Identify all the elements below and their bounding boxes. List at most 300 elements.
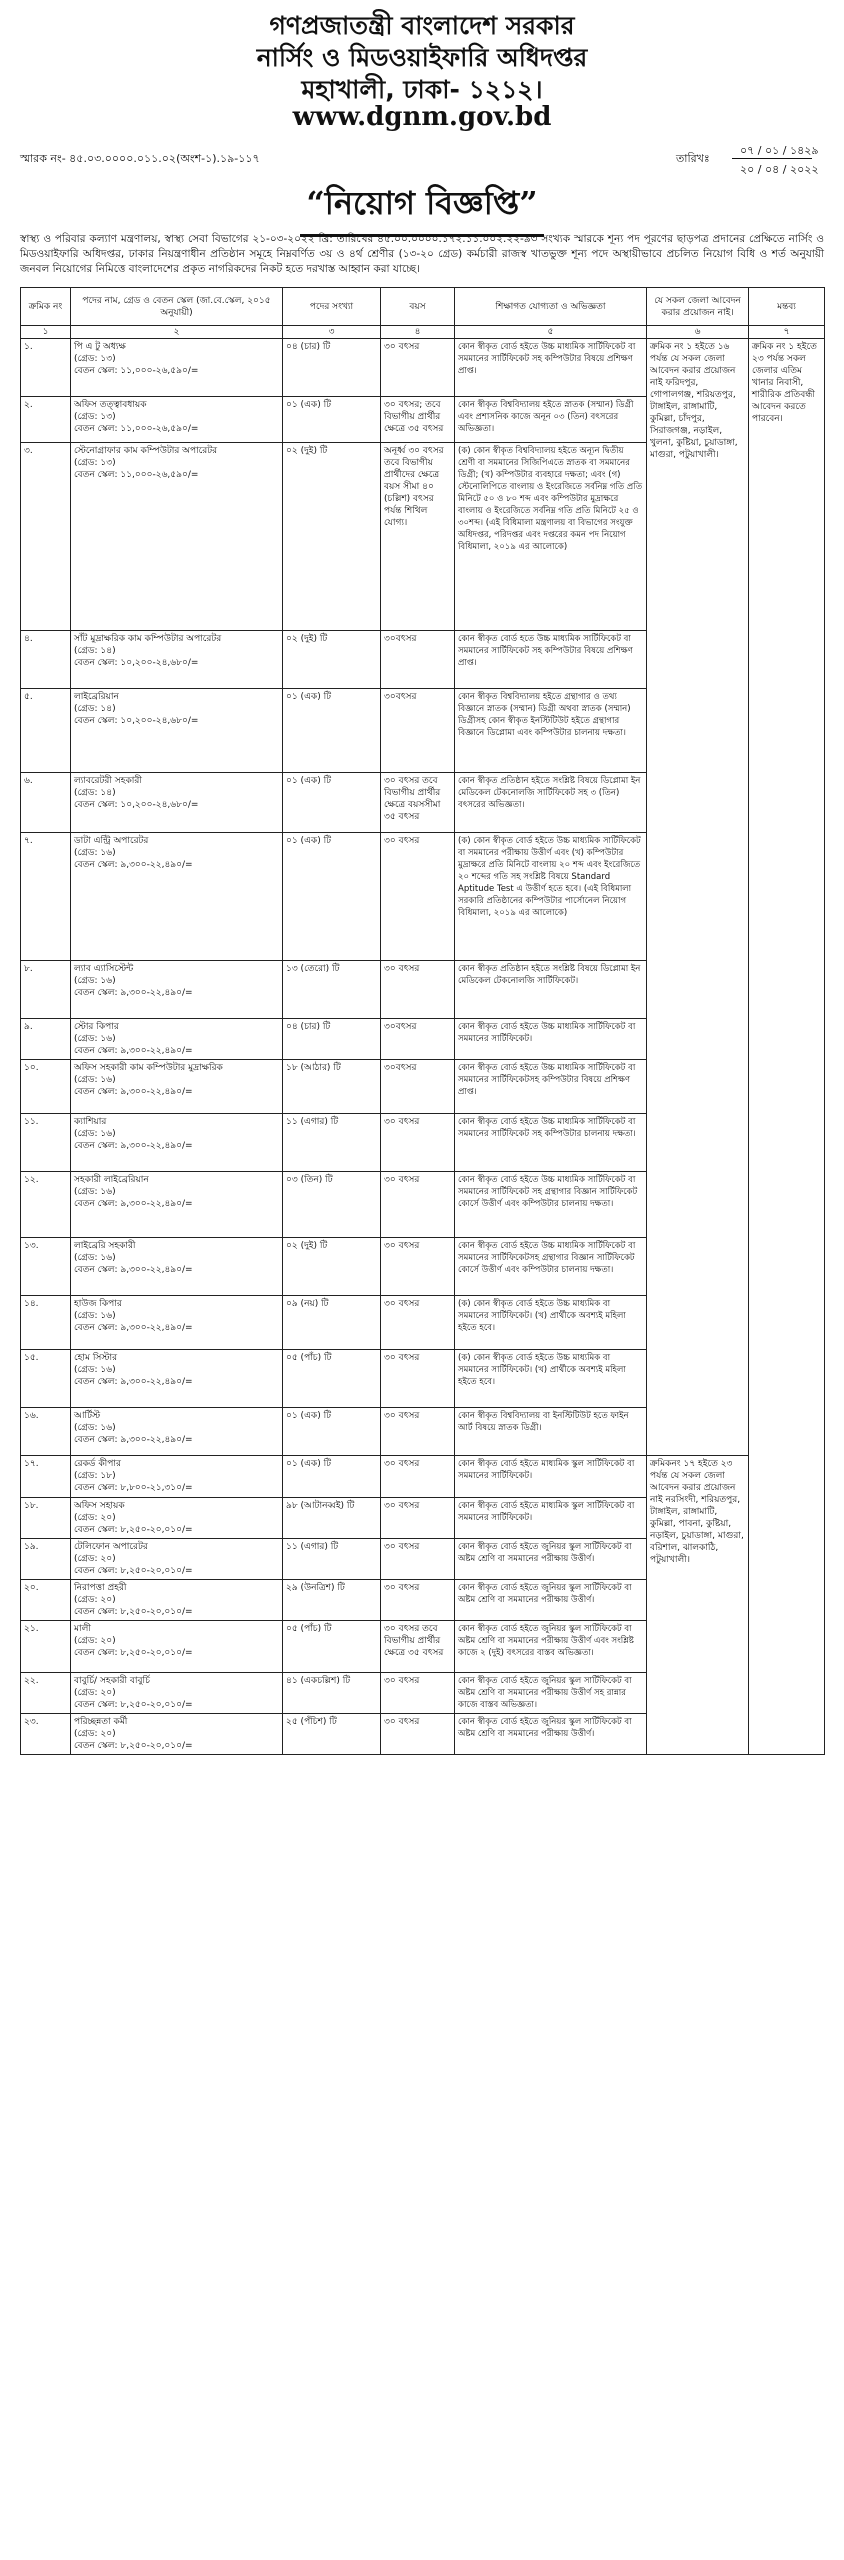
count-cell	[283, 1539, 381, 1580]
count-cell	[283, 1580, 381, 1621]
post-grade: (গ্রেড: ২০)	[74, 1554, 116, 1564]
post-grade: (গ্রেড: ১৬)	[74, 848, 116, 858]
age-limit: ৩০ বৎসর	[384, 1459, 420, 1469]
serial-cell	[21, 1350, 71, 1408]
post-pay-scale: বেতন স্কেল: ৯,৩০০-২২,৪৯০/=	[74, 988, 193, 998]
qualification-text: কোন স্বীকৃত বোর্ড হইতে উচ্চ মাধ্যমিক সার্টিফিকেট বা সমমানের সার্টিফিকেট সহ কম্পিউটার চালনায় দক্ষতা।	[458, 1117, 636, 1139]
post-name: স্টোর কিপার	[74, 1022, 119, 1032]
qualification-text: কোন স্বীকৃত বোর্ড হইতে মাধ্যমিক স্কুল সার্টিফিকেট বা সমমানের সার্টিফিকেট।	[458, 1459, 635, 1481]
post-count: ১১ (এগার) টি	[286, 1542, 339, 1552]
post-pay-scale: বেতন স্কেল: ১১,০০০-২৬,৫৯০/=	[74, 366, 199, 376]
post-count: ৯৮ (আটানব্বই) টি	[286, 1501, 355, 1511]
post-pay-scale: বেতন স্কেল: ১০,২০০-২৪,৬৮০/=	[74, 800, 199, 810]
post-cell	[71, 339, 283, 397]
qualification-cell	[455, 773, 647, 833]
post-grade: (গ্রেড: ২০)	[74, 1729, 116, 1739]
post-count: ১৩ (তেরো) টি	[286, 964, 340, 974]
age-cell	[381, 1714, 455, 1755]
post-name: রেকর্ড কীপার	[74, 1459, 121, 1469]
qualification-text: কোন স্বীকৃত বোর্ড হইতে জুনিয়র স্কুল সার্টিফিকেট বা অষ্টম শ্রেণি বা সমমানের পরীক্ষায় উত্তীর্ণ সহ রান্নার কাজে বাস্তব অভিজ্ঞতা।	[458, 1676, 632, 1710]
post-count: ০১ (এক) টি	[286, 1459, 332, 1469]
serial-number: ৬.	[24, 776, 33, 786]
count-cell	[283, 1456, 381, 1498]
qualification-text: (ক) কোন স্বীকৃত বোর্ড হইতে উচ্চ মাধ্যমিক সার্টিফিকেট বা সমমানের পরীক্ষায় উত্তীর্ণ এবং (খ) কম্পিউটার মুদ্রাক্ষরে প্রতি মিনিটে বাংলায় ২০ শব্দ এবং ইংরেজিতে ২০ শব্দের গতি সহ সংশ্লিষ্ট বিষয়ে Standard Aptitude Test এ উত্তীর্ণ হতে হবে। (এই বিধিমালা সরকারি প্রতিষ্ঠানের কম্পিউটার পার্সোনেল নিয়োগ বিধিমালা, ২০১৯ এর আলোকে)	[458, 836, 641, 918]
post-name: লাইব্রেরিয়ান	[74, 692, 119, 702]
age-limit: ৩০ বৎসর	[384, 1583, 420, 1593]
post-grade: (গ্রেড: ১৬)	[74, 1034, 116, 1044]
post-grade: (গ্রেড: ১৪)	[74, 788, 116, 798]
qualification-cell	[455, 1621, 647, 1673]
post-grade: (গ্রেড: ২০)	[74, 1636, 116, 1646]
age-limit: ৩০ বৎসর	[384, 1117, 420, 1127]
age-limit: ৩০ বৎসর	[384, 1717, 420, 1727]
post-cell	[71, 1498, 283, 1539]
post-name: অফিস সহকারী কাম কম্পিউটার মুদ্রাক্ষরিক	[74, 1063, 223, 1073]
post-count: ০২ (দুই) টি	[286, 1241, 328, 1251]
header-districts: যে সকল জেলা আবেদন করার প্রয়োজন নাই।	[647, 288, 749, 326]
table-header-row	[21, 288, 825, 326]
district-note-cell	[647, 1456, 749, 1755]
post-name: অফিস তত্ত্বাবধায়ক	[74, 400, 147, 410]
col-number: ৭	[749, 326, 825, 339]
date-label: তারিখঃ	[676, 152, 710, 165]
post-count: ০১ (এক) টি	[286, 776, 332, 786]
serial-cell	[21, 443, 71, 631]
post-count: ১৮ (আঠার) টি	[286, 1063, 341, 1073]
post-name: সাঁট মুদ্রাক্ষরিক কাম কম্পিউটার অপারেটর	[74, 634, 222, 644]
post-cell	[71, 1714, 283, 1755]
serial-number: ১৫.	[24, 1353, 39, 1363]
table-row	[21, 339, 825, 397]
col-number: ২	[71, 326, 283, 339]
post-pay-scale: বেতন স্কেল: ৯,৩০০-২২,৪৯০/=	[74, 1199, 193, 1209]
post-pay-scale: বেতন স্কেল: ৮,২৫০-২০,০১০/=	[74, 1648, 193, 1658]
serial-number: ৭.	[24, 836, 33, 846]
serial-number: ১.	[24, 342, 33, 352]
count-cell	[283, 443, 381, 631]
qualification-cell	[455, 339, 647, 397]
post-pay-scale: বেতন স্কেল: ১১,০০০-২৬,৫৯০/=	[74, 424, 199, 434]
post-cell	[71, 1408, 283, 1456]
post-cell	[71, 833, 283, 961]
age-cell	[381, 833, 455, 961]
qualification-text: কোন স্বীকৃত বোর্ড হইতে উচ্চ মাধ্যমিক সার্টিফিকেট বা সমমানের সার্টিফিকেট সহ গ্রন্থাগার বিজ্ঞান সার্টিফিকেট কোর্সে উত্তীর্ণ এবং কম্পিউটার চালনায় দক্ষতা।	[458, 1175, 638, 1209]
remark-cell	[749, 339, 825, 1755]
table-row	[21, 1456, 825, 1498]
qualification-cell	[455, 961, 647, 1019]
post-count: ০১ (এক) টি	[286, 1411, 332, 1421]
post-name: ক্যাশিয়ার	[74, 1117, 107, 1127]
post-grade: (গ্রেড: ১৬)	[74, 1365, 116, 1375]
qualification-cell	[455, 1714, 647, 1755]
post-count: ২৫ (পঁচিশ) টি	[286, 1717, 337, 1727]
post-grade: (গ্রেড: ১৬)	[74, 1311, 116, 1321]
post-cell	[71, 961, 283, 1019]
qualification-cell	[455, 1580, 647, 1621]
post-count: ০৪ (চার) টি	[286, 342, 331, 352]
serial-number: ১৬.	[24, 1411, 39, 1421]
post-pay-scale: বেতন স্কেল: ১০,২০০-২৪,৬৮০/=	[74, 716, 199, 726]
qualification-text: (ক) কোন স্বীকৃত বোর্ড হইতে উচ্চ মাধ্যমিক বা সমমানের সার্টিফিকেট। (খ) প্রার্থীকে অবশ্যই মহিলা হইতে হবে।	[458, 1353, 626, 1387]
address-header: মহাখালী, ঢাকা- ১২১২।	[301, 75, 543, 104]
post-cell	[71, 1019, 283, 1060]
age-cell	[381, 1456, 455, 1498]
qualification-cell	[455, 443, 647, 631]
qualification-text: কোন স্বীকৃত বোর্ড হইতে মাধ্যমিক স্কুল সার্টিফিকেট বা সমমানের সার্টিফিকেট।	[458, 1501, 635, 1523]
count-cell	[283, 1238, 381, 1296]
post-name: হোম সিস্টার	[74, 1353, 118, 1363]
post-name: পরিচ্ছন্নতা কর্মী	[74, 1717, 128, 1727]
serial-cell	[21, 961, 71, 1019]
serial-cell	[21, 339, 71, 397]
post-pay-scale: বেতন স্কেল: ৯,৩০০-২২,৪৯০/=	[74, 1435, 193, 1445]
age-limit: ৩০ বৎসর	[384, 342, 420, 352]
qualification-cell	[455, 689, 647, 773]
post-cell	[71, 1296, 283, 1350]
qualification-cell	[455, 1238, 647, 1296]
age-cell	[381, 631, 455, 689]
serial-number: ২০.	[24, 1583, 39, 1593]
serial-cell	[21, 1296, 71, 1350]
post-pay-scale: বেতন স্কেল: ৯,৩০০-২২,৪৯০/=	[74, 1087, 193, 1097]
serial-number: ৪.	[24, 634, 33, 644]
post-count: ০১ (এক) টি	[286, 400, 332, 410]
district-exclusion-note: ক্রমিক নং ১ হইতে ১৬ পর্যন্ত যে সকল জেলা আবেদন করার প্রয়োজন নাই ফরিদপুর, গোপালগঞ্জ, শরিয়তপুর, টাঙ্গাইল, রাঙ্গামাটি, কুমিল্লা, চাঁদপুর, সিরাজগঞ্জ, নড়াইল, খুলনা, কুষ্টিয়া, চুয়াডাঙ্গা, মাগুরা, পটুয়াখালী।	[650, 342, 738, 460]
serial-cell	[21, 1673, 71, 1714]
post-grade: (গ্রেড: ১৬)	[74, 1187, 116, 1197]
post-name: সহকারী লাইব্রেরিয়ান	[74, 1175, 149, 1185]
post-pay-scale: বেতন স্কেল: ৮,৮০০-২১,৩১০/=	[74, 1483, 193, 1493]
age-limit: ৩০ বৎসর	[384, 1676, 420, 1686]
age-limit: ৩০ বৎসর তবে বিভাগীয় প্রার্থীর ক্ষেত্রে ৩৫ বৎসর	[384, 1624, 444, 1658]
age-limit: ৩০বৎসর	[384, 634, 417, 644]
qualification-cell	[455, 1456, 647, 1498]
age-cell	[381, 339, 455, 397]
age-cell	[381, 1580, 455, 1621]
intro-paragraph: স্বাস্থ্য ও পরিবার কল্যাণ মন্ত্রণালয়, স্বাস্থ্য সেবা বিভাগের ২১-০৩-২০২২ খ্রি: তারিখের ৪৫.০০.০০০০.১৭২.১১.০০২.২২-৯৩ সংখ্যক স্মারকে শূন্য পদ পূরণের ছাড়পত্র প্রদানের প্রেক্ষিতে নার্সিং ও মিডওয়াইফারি অধিদপ্তর, ঢাকার নিয়ন্ত্রণাধীন প্রতিষ্ঠান সমূহে নিম্নবর্ণিত ৩য় ও ৪র্থ শ্রেণীর (১৩-২০ গ্রেড) কর্মচারী রাজস্ব খাতভুক্ত শূন্য পদে অস্থায়ীভাবে প্রচলিত নিয়োগ বিধি ও শর্ত অনুযায়ী জনবল নিয়োগের নিমিত্তে বাংলাদেশের প্রকৃত নাগরিকদের নিকট হতে দরখাস্ত আহ্বান করা যাচ্ছে।	[20, 233, 824, 275]
post-pay-scale: বেতন স্কেল: ৮,২৫০-২০,০১০/=	[74, 1525, 193, 1535]
post-cell	[71, 1539, 283, 1580]
serial-number: ৩.	[24, 446, 33, 456]
age-limit: ৩০ বৎসর	[384, 964, 420, 974]
serial-cell	[21, 833, 71, 961]
serial-number: ২১.	[24, 1624, 39, 1634]
col-number: ৬	[647, 326, 749, 339]
serial-number: ১৮.	[24, 1501, 39, 1511]
age-limit: ৩০ বৎসর	[384, 1241, 420, 1251]
post-grade: (গ্রেড: ২০)	[74, 1513, 116, 1523]
age-cell	[381, 1539, 455, 1580]
serial-cell	[21, 1408, 71, 1456]
age-cell	[381, 443, 455, 631]
serial-cell	[21, 689, 71, 773]
post-pay-scale: বেতন স্কেল: ৯,৩০০-২২,৪৯০/=	[74, 1265, 193, 1275]
serial-number: ৮.	[24, 964, 33, 974]
age-cell	[381, 1350, 455, 1408]
post-name: নিরাপত্তা প্রহরী	[74, 1583, 127, 1593]
age-limit: ৩০বৎসর	[384, 1022, 417, 1032]
post-cell	[71, 1060, 283, 1114]
header-qualification: শিক্ষাগত যোগ্যতা ও অভিজ্ঞতা	[455, 288, 647, 326]
post-cell	[71, 397, 283, 443]
post-pay-scale: বেতন স্কেল: ৯,৩০০-২২,৪৯০/=	[74, 1046, 193, 1056]
post-cell	[71, 631, 283, 689]
col-number: ৩	[283, 326, 381, 339]
post-count: ০২ (দুই) টি	[286, 446, 328, 456]
post-count: ০৯ (নয়) টি	[286, 1299, 329, 1309]
header-age: বয়স	[381, 288, 455, 326]
post-count: ০৩ (তিন) টি	[286, 1175, 333, 1185]
post-name: পি এ টু অধ্যক্ষ	[74, 342, 126, 352]
count-cell	[283, 1714, 381, 1755]
serial-number: ৫.	[24, 692, 33, 702]
age-cell	[381, 1019, 455, 1060]
post-pay-scale: বেতন স্কেল: ৮,২৫০-২০,০১০/=	[74, 1700, 193, 1710]
count-cell	[283, 1296, 381, 1350]
post-name: হাউজ কিপার	[74, 1299, 122, 1309]
post-grade: (গ্রেড: ১৮)	[74, 1471, 116, 1481]
post-pay-scale: বেতন স্কেল: ৮,২৫০-২০,০১০/=	[74, 1741, 193, 1751]
qualification-text: কোন স্বীকৃত বোর্ড হইতে জুনিয়র স্কুল সার্টিফিকেট বা অষ্টম শ্রেণি বা সমমানের পরীক্ষায় উত্তীর্ণ।	[458, 1717, 632, 1739]
count-cell	[283, 833, 381, 961]
post-grade: (গ্রেড: ১৬)	[74, 976, 116, 986]
age-cell	[381, 1238, 455, 1296]
count-cell	[283, 1114, 381, 1172]
age-limit: ৩০ বৎসর	[384, 1353, 420, 1363]
serial-cell	[21, 773, 71, 833]
post-pay-scale: বেতন স্কেল: ৮,২৫০-২০,০১০/=	[74, 1566, 193, 1576]
post-name: অফিস সহায়ক	[74, 1501, 125, 1511]
age-cell	[381, 689, 455, 773]
header-remarks: মন্তব্য	[749, 288, 825, 326]
serial-number: ১৩.	[24, 1241, 39, 1251]
qualification-text: কোন স্বীকৃত বিশ্ববিদ্যালয় হইতে স্নাতক (সম্মান) ডিগ্রী এবং প্রশাসনিক কাজে অনূন ০৩ (তিন) বৎসরের অভিজ্ঞতা।	[458, 400, 634, 434]
post-name: আর্টিস্ট	[74, 1411, 101, 1421]
qualification-cell	[455, 1539, 647, 1580]
serial-cell	[21, 1714, 71, 1755]
post-cell	[71, 773, 283, 833]
count-cell	[283, 773, 381, 833]
serial-cell	[21, 1019, 71, 1060]
post-grade: (গ্রেড: ১৪)	[74, 646, 116, 656]
age-cell	[381, 1498, 455, 1539]
qualification-text: (ক) কোন স্বীকৃত বিশ্ববিদ্যালয় হইতে অন্যূন দ্বিতীয় শ্রেণী বা সমমানের সিজিপিএতে স্নাতক বা সমমানের ডিগ্রী; (খ) কম্পিউটার ব্যবহারে দক্ষতা; এবং (গ) স্টেনোলিপিতে বাংলায় ও ইংরেজিতে সর্বনিম্ন গতি প্রতি মিনিটে ৫০ ও ৮০ শব্দ এবং কম্পিউটার মুদ্রাক্ষরে বাংলায় ও ইংরেজিতে সর্বনিম্ন গতি প্রতি মিনিটে ২৫ ও ৩০শব্দ। (এই বিধিমালা মন্ত্রণালয় বা বিভাগের সংযুক্ত অধিদপ্তর, পরিদপ্তর এবং দপ্তরের কমন পদ নিয়োগ বিধিমালা, ২০১৯ এর আলোকে)	[458, 446, 643, 552]
serial-number: ১০.	[24, 1063, 39, 1073]
serial-number: ১৭.	[24, 1459, 39, 1469]
qualification-cell	[455, 1408, 647, 1456]
post-cell	[71, 689, 283, 773]
qualification-text: কোন স্বীকৃত বিশ্ববিদ্যালয় বা ইনস্টিটিউট হতে ফাইন আর্ট বিষয়ে স্নাতক ডিগ্রী।	[458, 1411, 629, 1433]
notice-title-wrap	[0, 178, 844, 237]
post-cell	[71, 1114, 283, 1172]
serial-number: ১৪.	[24, 1299, 39, 1309]
serial-cell	[21, 397, 71, 443]
qualification-cell	[455, 1673, 647, 1714]
count-cell	[283, 1172, 381, 1238]
post-grade: (গ্রেড: ২০)	[74, 1595, 116, 1605]
age-limit: ৩০ বৎসর তবে বিভাগীয় প্রার্থীর ক্ষেত্রে বয়সসীমা ৩৫ বৎসর	[384, 776, 441, 822]
serial-cell	[21, 1580, 71, 1621]
qualification-text: কোন স্বীকৃত বোর্ড হইতে উচ্চ মাধ্যমিক সার্টিফিকেট বা সমমানের সার্টিফিকেটসহ কম্পিউটার বিষয়ে প্রশিক্ষণ প্রাপ্ত।	[458, 1063, 636, 1097]
post-count: ০১ (এক) টি	[286, 692, 332, 702]
qualification-cell	[455, 1114, 647, 1172]
post-pay-scale: বেতন স্কেল: ১১,০০০-২৬,৫৯০/=	[74, 470, 199, 480]
qualification-cell	[455, 833, 647, 961]
website-header: www.dgnm.gov.bd	[292, 102, 552, 132]
post-count: ০২ (দুই) টি	[286, 634, 328, 644]
post-count: ১১ (এগার) টি	[286, 1117, 339, 1127]
post-grade: (গ্রেড: ১৩)	[74, 354, 116, 364]
serial-number: ২৩.	[24, 1717, 39, 1727]
count-cell	[283, 1350, 381, 1408]
post-grade: (গ্রেড: ১৩)	[74, 412, 116, 422]
age-limit: ৩০ বৎসর	[384, 836, 420, 846]
age-limit: ৩০ বৎসর	[384, 1175, 420, 1185]
post-name: ল্যাবরেটরী সহকারী	[74, 776, 142, 786]
serial-cell	[21, 1114, 71, 1172]
qualification-text: কোন স্বীকৃত বোর্ড হইতে উচ্চ মাধ্যমিক সার্টিফিকেট বা সমমানের সার্টিফিকেট সহ কম্পিউটার বিষয়ে প্রশিক্ষণ প্রাপ্ত।	[458, 342, 636, 376]
post-count: ০৪ (চার) টি	[286, 1022, 331, 1032]
post-name: বাবুর্চি/ সহকারী বাবুর্চি	[74, 1676, 150, 1686]
column-number-row	[21, 326, 825, 339]
qualification-text: (ক) কোন স্বীকৃত বোর্ড হইতে উচ্চ মাধ্যমিক বা সমমানের সার্টিফিকেট। (খ) প্রার্থীকে অবশ্যই মহিলা হইতে হবে।	[458, 1299, 626, 1333]
qualification-text: কোন স্বীকৃত বোর্ড হইতে উচ্চ মাধ্যমিক সার্টিফিকেট বা সমমানের সার্টিফিকেটসহ গ্রন্থাগার বিজ্ঞান সার্টিফিকেট কোর্সে উত্তীর্ণ এবং কম্পিউটার চালনায় দক্ষতা।	[458, 1241, 636, 1275]
age-limit: ৩০বৎসর	[384, 1063, 417, 1073]
post-grade: (গ্রেড: ১৪)	[74, 704, 116, 714]
age-limit: ৩০ বৎসর	[384, 1299, 420, 1309]
age-limit: ৩০ বৎসর	[384, 1411, 420, 1421]
notice-title: “নিয়োগ বিজ্ঞপ্তি”	[300, 178, 543, 237]
serial-cell	[21, 1060, 71, 1114]
age-limit: ৩০ বৎসর; তবে বিভাগীয় প্রার্থীর ক্ষেত্রে ৩৫ বৎসর	[384, 400, 444, 434]
age-limit: ৩০ বৎসর	[384, 1501, 420, 1511]
count-cell	[283, 631, 381, 689]
qualification-cell	[455, 1019, 647, 1060]
age-limit: অনূর্ধ্ব ৩০ বৎসর তবে বিভাগীয় প্রার্থীদের ক্ষেত্রে বয়স সীমা ৪০ (চল্লিশ) বৎসর পর্যন্ত শিথিল যোগ্য।	[384, 446, 444, 528]
serial-number: ১৯.	[24, 1542, 39, 1552]
qualification-text: কোন স্বীকৃত বোর্ড হইতে জুনিয়র স্কুল সার্টিফিকেট বা অষ্টম শ্রেণি বা সমমানের পরীক্ষায় উত্তীর্ণ এবং সংশ্লিষ্ট কাজে ২ (দুই) বৎসরের বাস্তব অভিজ্ঞতা।	[458, 1624, 634, 1658]
serial-cell	[21, 1621, 71, 1673]
header-post: পদের নাম, গ্রেড ও বেতন স্কেল (জা.বে.স্কেল, ২০১৫ অনুযায়ী)	[71, 288, 283, 326]
qualification-text: কোন স্বীকৃত বোর্ড হতে উচ্চ মাধ্যমিক সার্টিফিকেট বা সমমানের সার্টিফিকেট সহ কম্পিউটার বিষয়ে প্রশিক্ষণ প্রাপ্ত।	[458, 634, 633, 668]
count-cell	[283, 1673, 381, 1714]
post-cell	[71, 1238, 283, 1296]
count-cell	[283, 961, 381, 1019]
qualification-text: কোন স্বীকৃত বিশ্ববিদ্যালয় হইতে গ্রন্থাগার ও তথ্য বিজ্ঞানে স্নাতক (সম্মান) ডিগ্রী অথবা স্নাতক (সম্মান) ডিগ্রীসহ কোন স্বীকৃত ইনস্টিটিউট হইতে গ্রন্থাগার বিজ্ঞানে ডিপ্লোমা এবং কম্পিউটার চালনায় দক্ষতা।	[458, 692, 631, 738]
qualification-cell	[455, 397, 647, 443]
qualification-cell	[455, 1498, 647, 1539]
age-cell	[381, 1296, 455, 1350]
post-grade: (গ্রেড: ১৬)	[74, 1253, 116, 1263]
post-pay-scale: বেতন স্কেল: ১০,২০০-২৪,৬৮০/=	[74, 658, 199, 668]
district-note-cell	[647, 339, 749, 1456]
post-count: ৪১ (একচল্লিশ) টি	[286, 1676, 351, 1686]
age-cell	[381, 1114, 455, 1172]
serial-cell	[21, 1498, 71, 1539]
post-cell	[71, 1456, 283, 1498]
post-cell	[71, 1350, 283, 1408]
serial-number: ২.	[24, 400, 33, 410]
count-cell	[283, 1408, 381, 1456]
age-cell	[381, 397, 455, 443]
qualification-text: কোন স্বীকৃত বোর্ড হইতে উচ্চ মাধ্যমিক সার্টিফিকেট বা সমমানের সার্টিফিকেট।	[458, 1022, 636, 1044]
post-cell	[71, 1621, 283, 1673]
post-grade: (গ্রেড: ১৬)	[74, 1129, 116, 1139]
date-bangla: ০৭ / ০১ / ১৪২৯	[740, 144, 819, 157]
date-english: ২০ / ০৪ / ২০২২	[740, 163, 819, 176]
post-cell	[71, 1580, 283, 1621]
qualification-cell	[455, 631, 647, 689]
qualification-text: কোন স্বীকৃত বোর্ড হইতে জুনিয়র স্কুল সার্টিফিকেট বা অষ্টম শ্রেণি বা সমমানের পরীক্ষায় উত্তীর্ণ।	[458, 1583, 632, 1605]
post-name: মালী	[74, 1624, 91, 1634]
date-divider	[732, 158, 812, 159]
age-cell	[381, 1172, 455, 1238]
col-number: ৪	[381, 326, 455, 339]
age-limit: ৩০বৎসর	[384, 692, 417, 702]
post-pay-scale: বেতন স্কেল: ৯,৩০০-২২,৪৯০/=	[74, 1323, 193, 1333]
age-limit: ৩০ বৎসর	[384, 1542, 420, 1552]
age-cell	[381, 961, 455, 1019]
post-count: ০১ (এক) টি	[286, 836, 332, 846]
govt-header: গণপ্রজাতন্ত্রী বাংলাদেশ সরকার	[269, 11, 575, 40]
serial-number: ১২.	[24, 1175, 39, 1185]
serial-cell	[21, 1238, 71, 1296]
post-pay-scale: বেতন স্কেল: ৯,৩০০-২২,৪৯০/=	[74, 1141, 193, 1151]
count-cell	[283, 397, 381, 443]
post-pay-scale: বেতন স্কেল: ৯,৩০০-২২,৪৯০/=	[74, 860, 193, 870]
post-name: টেলিফোন অপারেটর	[74, 1542, 148, 1552]
qualification-cell	[455, 1172, 647, 1238]
count-cell	[283, 1621, 381, 1673]
post-count: ০৫ (পাঁচ) টি	[286, 1353, 332, 1363]
serial-number: ২২.	[24, 1676, 39, 1686]
post-name: লাইব্রেরি সহকারী	[74, 1241, 136, 1251]
post-name: ল্যাব এ্যাসিস্টেন্ট	[74, 964, 134, 974]
memo-number: স্মারক নং- ৪৫.০৩.০০০০.০১১.০২(অংশ-১).১৯-১১৭	[20, 152, 260, 165]
remark-note: ক্রমিক নং ১ হইতে ২৩ পর্যন্ত সকল জেলার এতিম খানার নিবাসী, শারীরিক প্রতিবন্ধী আবেদন করতে পারবেন।	[752, 342, 817, 424]
district-exclusion-note: ক্রমিকনং ১৭ হইতে ২৩ পর্যন্ত যে সকল জেলা আবেদন করার প্রয়োজন নাই নরসিংদী, শরিয়তপুর, টাঙ্গাইল, রাঙ্গামাটি, কুমিল্লা, পাবনা, কুষ্টিয়া, নড়াইল, চুয়াডাঙ্গা, মাগুরা, বরিশাল, ঝালকাঠি, পটুয়াখালী।	[650, 1459, 744, 1565]
age-cell	[381, 1060, 455, 1114]
qualification-cell	[455, 1060, 647, 1114]
qualification-text: কোন স্বীকৃত প্রতিষ্ঠান হইতে সংশ্লিষ্ট বিষয়ে ডিপ্লোমা ইন মেডিকেল টেকনোলজি সার্টিফিকেট সহ ৩ (তিন) বৎসরের অভিজ্ঞতা।	[458, 776, 641, 810]
post-grade: (গ্রেড: ১৬)	[74, 1075, 116, 1085]
post-cell	[71, 443, 283, 631]
qualification-text: কোন স্বীকৃত বোর্ড হইতে জুনিয়র স্কুল সার্টিফিকেট বা অষ্টম শ্রেণি বা সমমানের পরীক্ষায় উত্তীর্ণ।	[458, 1542, 632, 1564]
serial-cell	[21, 631, 71, 689]
age-cell	[381, 773, 455, 833]
count-cell	[283, 689, 381, 773]
age-cell	[381, 1621, 455, 1673]
header-count: পদের সংখ্যা	[283, 288, 381, 326]
serial-number: ১১.	[24, 1117, 39, 1127]
qualification-text: কোন স্বীকৃত প্রতিষ্ঠান হইতে সংশ্লিষ্ট বিষয়ে ডিপ্লোমা ইন মেডিকেল টেকনোলজি সার্টিফিকেট।	[458, 964, 641, 986]
serial-cell	[21, 1172, 71, 1238]
directorate-header: নার্সিং ও মিডওয়াইফারি অধিদপ্তর	[256, 43, 588, 72]
post-pay-scale: বেতন স্কেল: ৯,৩০০-২২,৪৯০/=	[74, 1377, 193, 1387]
post-cell	[71, 1673, 283, 1714]
serial-cell	[21, 1456, 71, 1498]
header-serial: ক্রমিক নং	[21, 288, 71, 326]
post-grade: (গ্রেড: ১৬)	[74, 1423, 116, 1433]
post-name: ডাটা এন্ট্রি অপারেটর	[74, 836, 149, 846]
post-count: ২৯ (উনত্রিশ) টি	[286, 1583, 345, 1593]
qualification-cell	[455, 1350, 647, 1408]
post-count: ০৫ (পাঁচ) টি	[286, 1624, 332, 1634]
age-cell	[381, 1673, 455, 1714]
post-grade: (গ্রেড: ১৩)	[74, 458, 116, 468]
serial-number: ৯.	[24, 1022, 33, 1032]
count-cell	[283, 1498, 381, 1539]
